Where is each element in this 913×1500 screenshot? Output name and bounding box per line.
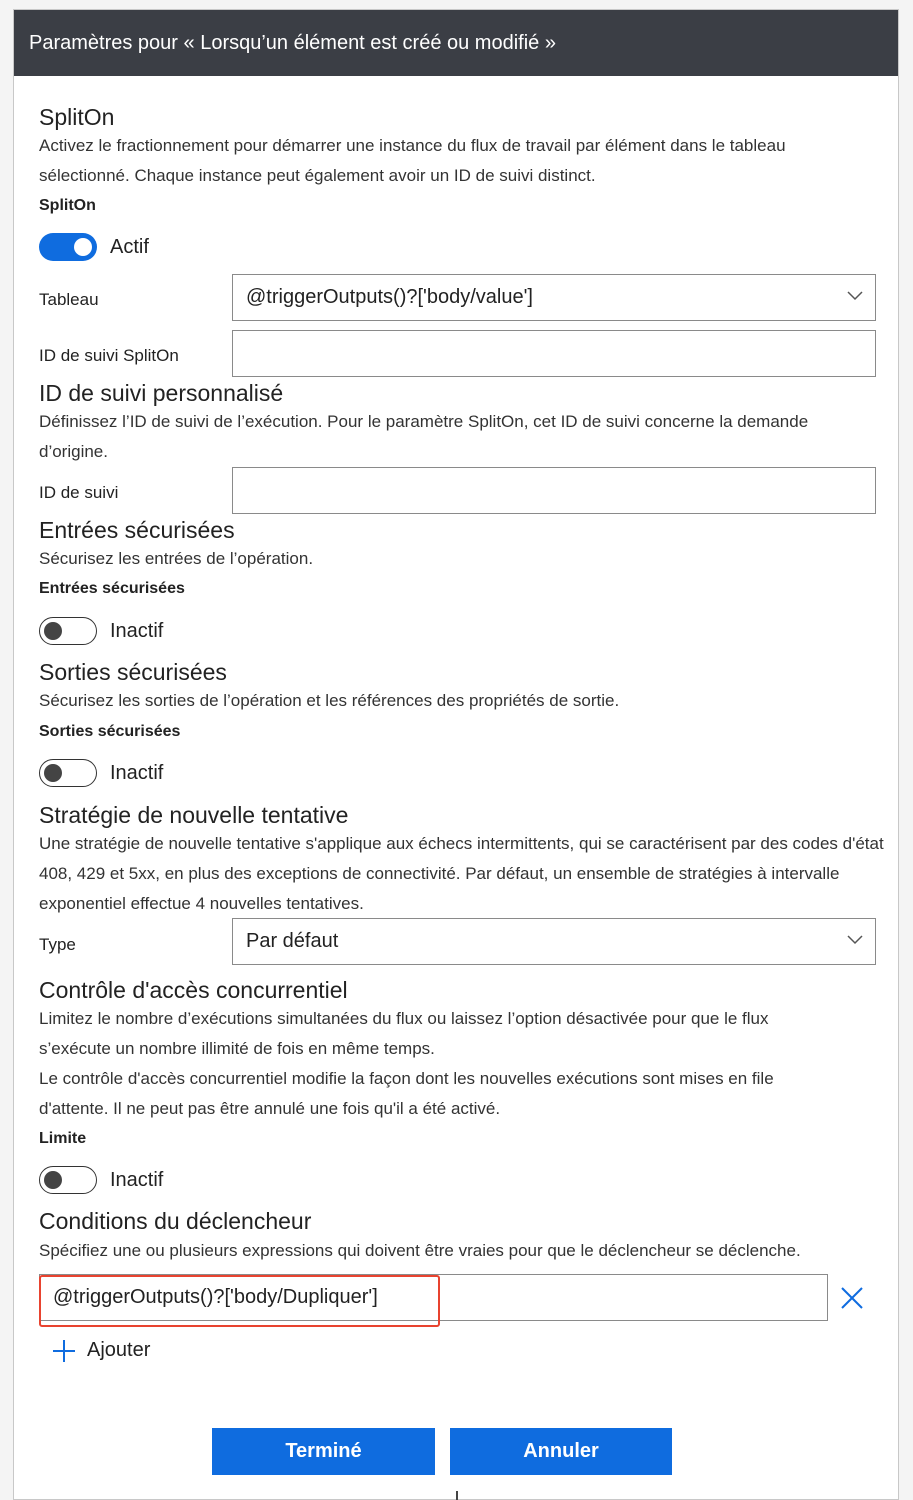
connector-line xyxy=(456,1491,458,1500)
concurrency-title: Contrôle d'accès concurrentiel xyxy=(39,977,348,1003)
toggle-knob xyxy=(74,238,92,256)
secure-inputs-title: Entrées sécurisées xyxy=(39,517,235,543)
done-button[interactable]: Terminé xyxy=(212,1428,435,1475)
concurrency-toggle-label: Limite xyxy=(39,1130,87,1147)
toggle-knob xyxy=(44,1171,62,1189)
secure-inputs-toggle-label: Entrées sécurisées xyxy=(39,580,185,597)
secure-inputs-toggle-state: Inactif xyxy=(110,620,164,642)
splitton-tracking-input[interactable] xyxy=(232,330,876,377)
secure-inputs-toggle[interactable] xyxy=(39,617,97,645)
splitton-toggle-label: SplitOn xyxy=(39,197,96,214)
concurrency-toggle[interactable] xyxy=(39,1166,97,1194)
tracking-id-input[interactable] xyxy=(232,467,876,514)
splitton-toggle-state: Actif xyxy=(110,236,149,258)
table-dropdown-value: @triggerOutputs()?['body/value'] xyxy=(246,286,533,308)
retry-type-value: Par défaut xyxy=(246,930,339,952)
concurrency-toggle-state: Inactif xyxy=(110,1169,164,1191)
toggle-knob xyxy=(44,764,62,782)
secure-outputs-toggle-label: Sorties sécurisées xyxy=(39,723,181,740)
cancel-button[interactable]: Annuler xyxy=(450,1428,672,1475)
splitton-toggle[interactable] xyxy=(39,233,97,261)
table-label: Tableau xyxy=(39,290,99,309)
highlight-annotation xyxy=(39,1275,440,1327)
splitton-description: Activez le fractionnement pour démarrer une instance du flux de travail par élément dans le tableau sélectionné. Chaque instance peut également avoir un ID de suivi distinct. xyxy=(39,136,786,185)
chevron-down-icon xyxy=(847,935,863,945)
retry-policy-title: Stratégie de nouvelle tentative xyxy=(39,802,349,828)
concurrency-description-2: Le contrôle d'accès concurrentiel modifie la façon dont les nouvelles exécutions sont mises en file d'attente. Il ne peut pas être annulé une fois qu'il a été activé. xyxy=(39,1069,774,1118)
tracking-id-label: ID de suivi xyxy=(39,483,119,502)
secure-inputs-description: Sécurisez les entrées de l’opération. xyxy=(39,549,314,568)
secure-outputs-toggle-state: Inactif xyxy=(110,762,164,784)
plus-icon xyxy=(52,1339,76,1363)
secure-outputs-description: Sécurisez les sorties de l’opération et les références des propriétés de sortie. xyxy=(39,691,620,710)
chevron-down-icon xyxy=(847,291,863,301)
secure-outputs-toggle[interactable] xyxy=(39,759,97,787)
table-dropdown[interactable] xyxy=(232,274,876,321)
trigger-condition-input[interactable]: @triggerOutputs()?['body/Dupliquer'] xyxy=(39,1274,828,1321)
trigger-conditions-description: Spécifiez une ou plusieurs expressions qui doivent être vraies pour que le déclencheur se déclenche. xyxy=(39,1241,801,1260)
add-condition-label: Ajouter xyxy=(87,1339,151,1361)
retry-type-label: Type xyxy=(39,935,76,954)
trigger-conditions-title: Conditions du déclencheur xyxy=(39,1208,312,1234)
close-icon[interactable] xyxy=(840,1286,864,1310)
concurrency-description-1: Limitez le nombre d’exécutions simultanées du flux ou laissez l’option désactivée pour que le flux s’exécute un nombre illimité de fois en même temps. xyxy=(39,1009,769,1058)
retry-policy-description: Une stratégie de nouvelle tentative s'applique aux échecs intermittents, qui se caractérisent par des codes d'état 408, 429 et 5xx, en plus des exceptions de connectivité. Par défaut, un ensemble de stratégies à intervalle exponentiel effectue 4 nouvelles tentatives. xyxy=(39,834,884,913)
retry-type-dropdown[interactable] xyxy=(232,918,876,965)
toggle-knob xyxy=(44,622,62,640)
splitton-section-title: SplitOn xyxy=(39,104,115,130)
splitton-tracking-label: ID de suivi SplitOn xyxy=(39,346,179,365)
panel-header: Paramètres pour « Lorsqu’un élément est créé ou modifié » xyxy=(14,10,898,76)
custom-tracking-title: ID de suivi personnalisé xyxy=(39,380,284,406)
secure-outputs-title: Sorties sécurisées xyxy=(39,659,227,685)
custom-tracking-description: Définissez l’ID de suivi de l’exécution. Pour le paramètre SplitOn, cet ID de suivi concerne la demande d’origine. xyxy=(39,412,809,461)
